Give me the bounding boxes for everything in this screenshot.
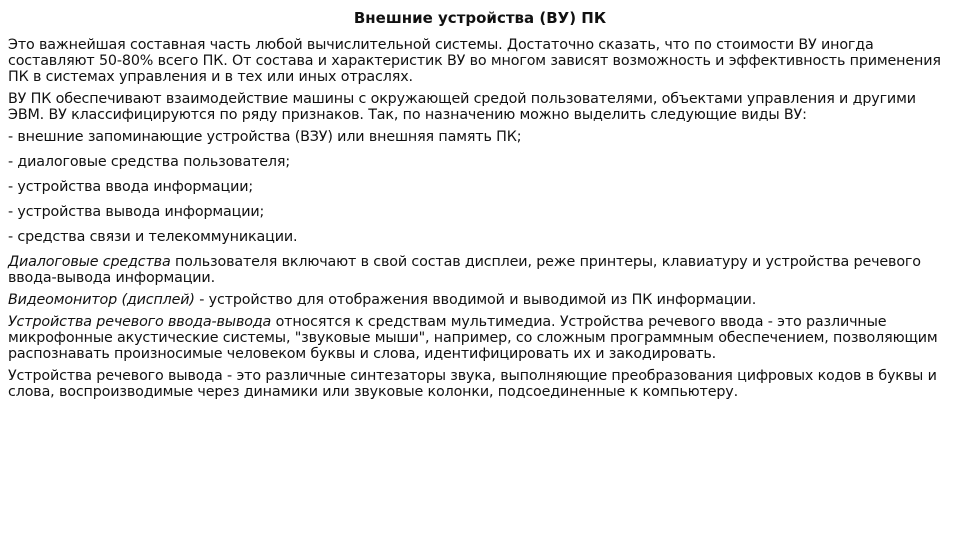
monitor-term: Видеомонитор (дисплей): [8, 292, 195, 308]
slide-title: Внешние устройства (ВУ) ПК: [353, 9, 607, 27]
monitor-text: - устройство для отображения вводимой и выводимой из ПК информации.: [194, 292, 757, 308]
slide-body: [8, 37, 952, 406]
speech-io-term: Устройства речевого ввода-вывода: [8, 314, 272, 330]
speech-io-paragraph: [8, 314, 952, 362]
speech-io-text: относятся к средствам мультимедиа. Устройства речевого ввода - это различные микрофонные акустические системы, "звуковые мыши", например, со сложным программным обеспечением, позволяющим распознавать произносимые человеком буквы и слова, идентифицировать их и закодировать.: [8, 314, 938, 362]
intro-paragraph: Это важнейшая составная часть любой вычислительной системы. Достаточно сказать, что по стоимости ВУ иногда составляют 50-80% всего ПК. От состава и характеристик ВУ во многом зависят возможность и эффективность применения ПК в системах управления и в тех или иных отраслях.: [8, 37, 941, 85]
list-item: - внешние запоминающие устройства (ВЗУ) или внешняя память ПК;: [8, 129, 522, 145]
device-types-list: [8, 129, 952, 245]
dialog-means-term: Диалоговые средства: [8, 254, 171, 270]
list-item: - устройства вывода информации;: [8, 204, 265, 220]
list-item: - диалоговые средства пользователя;: [8, 154, 291, 170]
dialog-means-paragraph: [8, 254, 952, 286]
list-item: - устройства ввода информации;: [8, 179, 254, 195]
speech-output-paragraph: Устройства речевого вывода - это различные синтезаторы звука, выполняющие преобразования цифровых кодов в буквы и слова, воспроизводимые через динамики или звуковые колонки, подсоединенные к компьютеру.: [8, 368, 937, 400]
classification-paragraph: ВУ ПК обеспечивают взаимодействие машины с окружающей средой пользователями, объектами управления и другими ЭВМ. ВУ классифицируются по ряду признаков. Так, по назначению можно выделить следующие виды ВУ:: [8, 91, 916, 123]
dialog-means-text: пользователя включают в свой состав дисплеи, реже принтеры, клавиатуру и устройства речевого ввода-вывода информации.: [8, 254, 921, 286]
monitor-paragraph: [8, 292, 952, 308]
list-item: - средства связи и телекоммуникации.: [8, 229, 298, 245]
